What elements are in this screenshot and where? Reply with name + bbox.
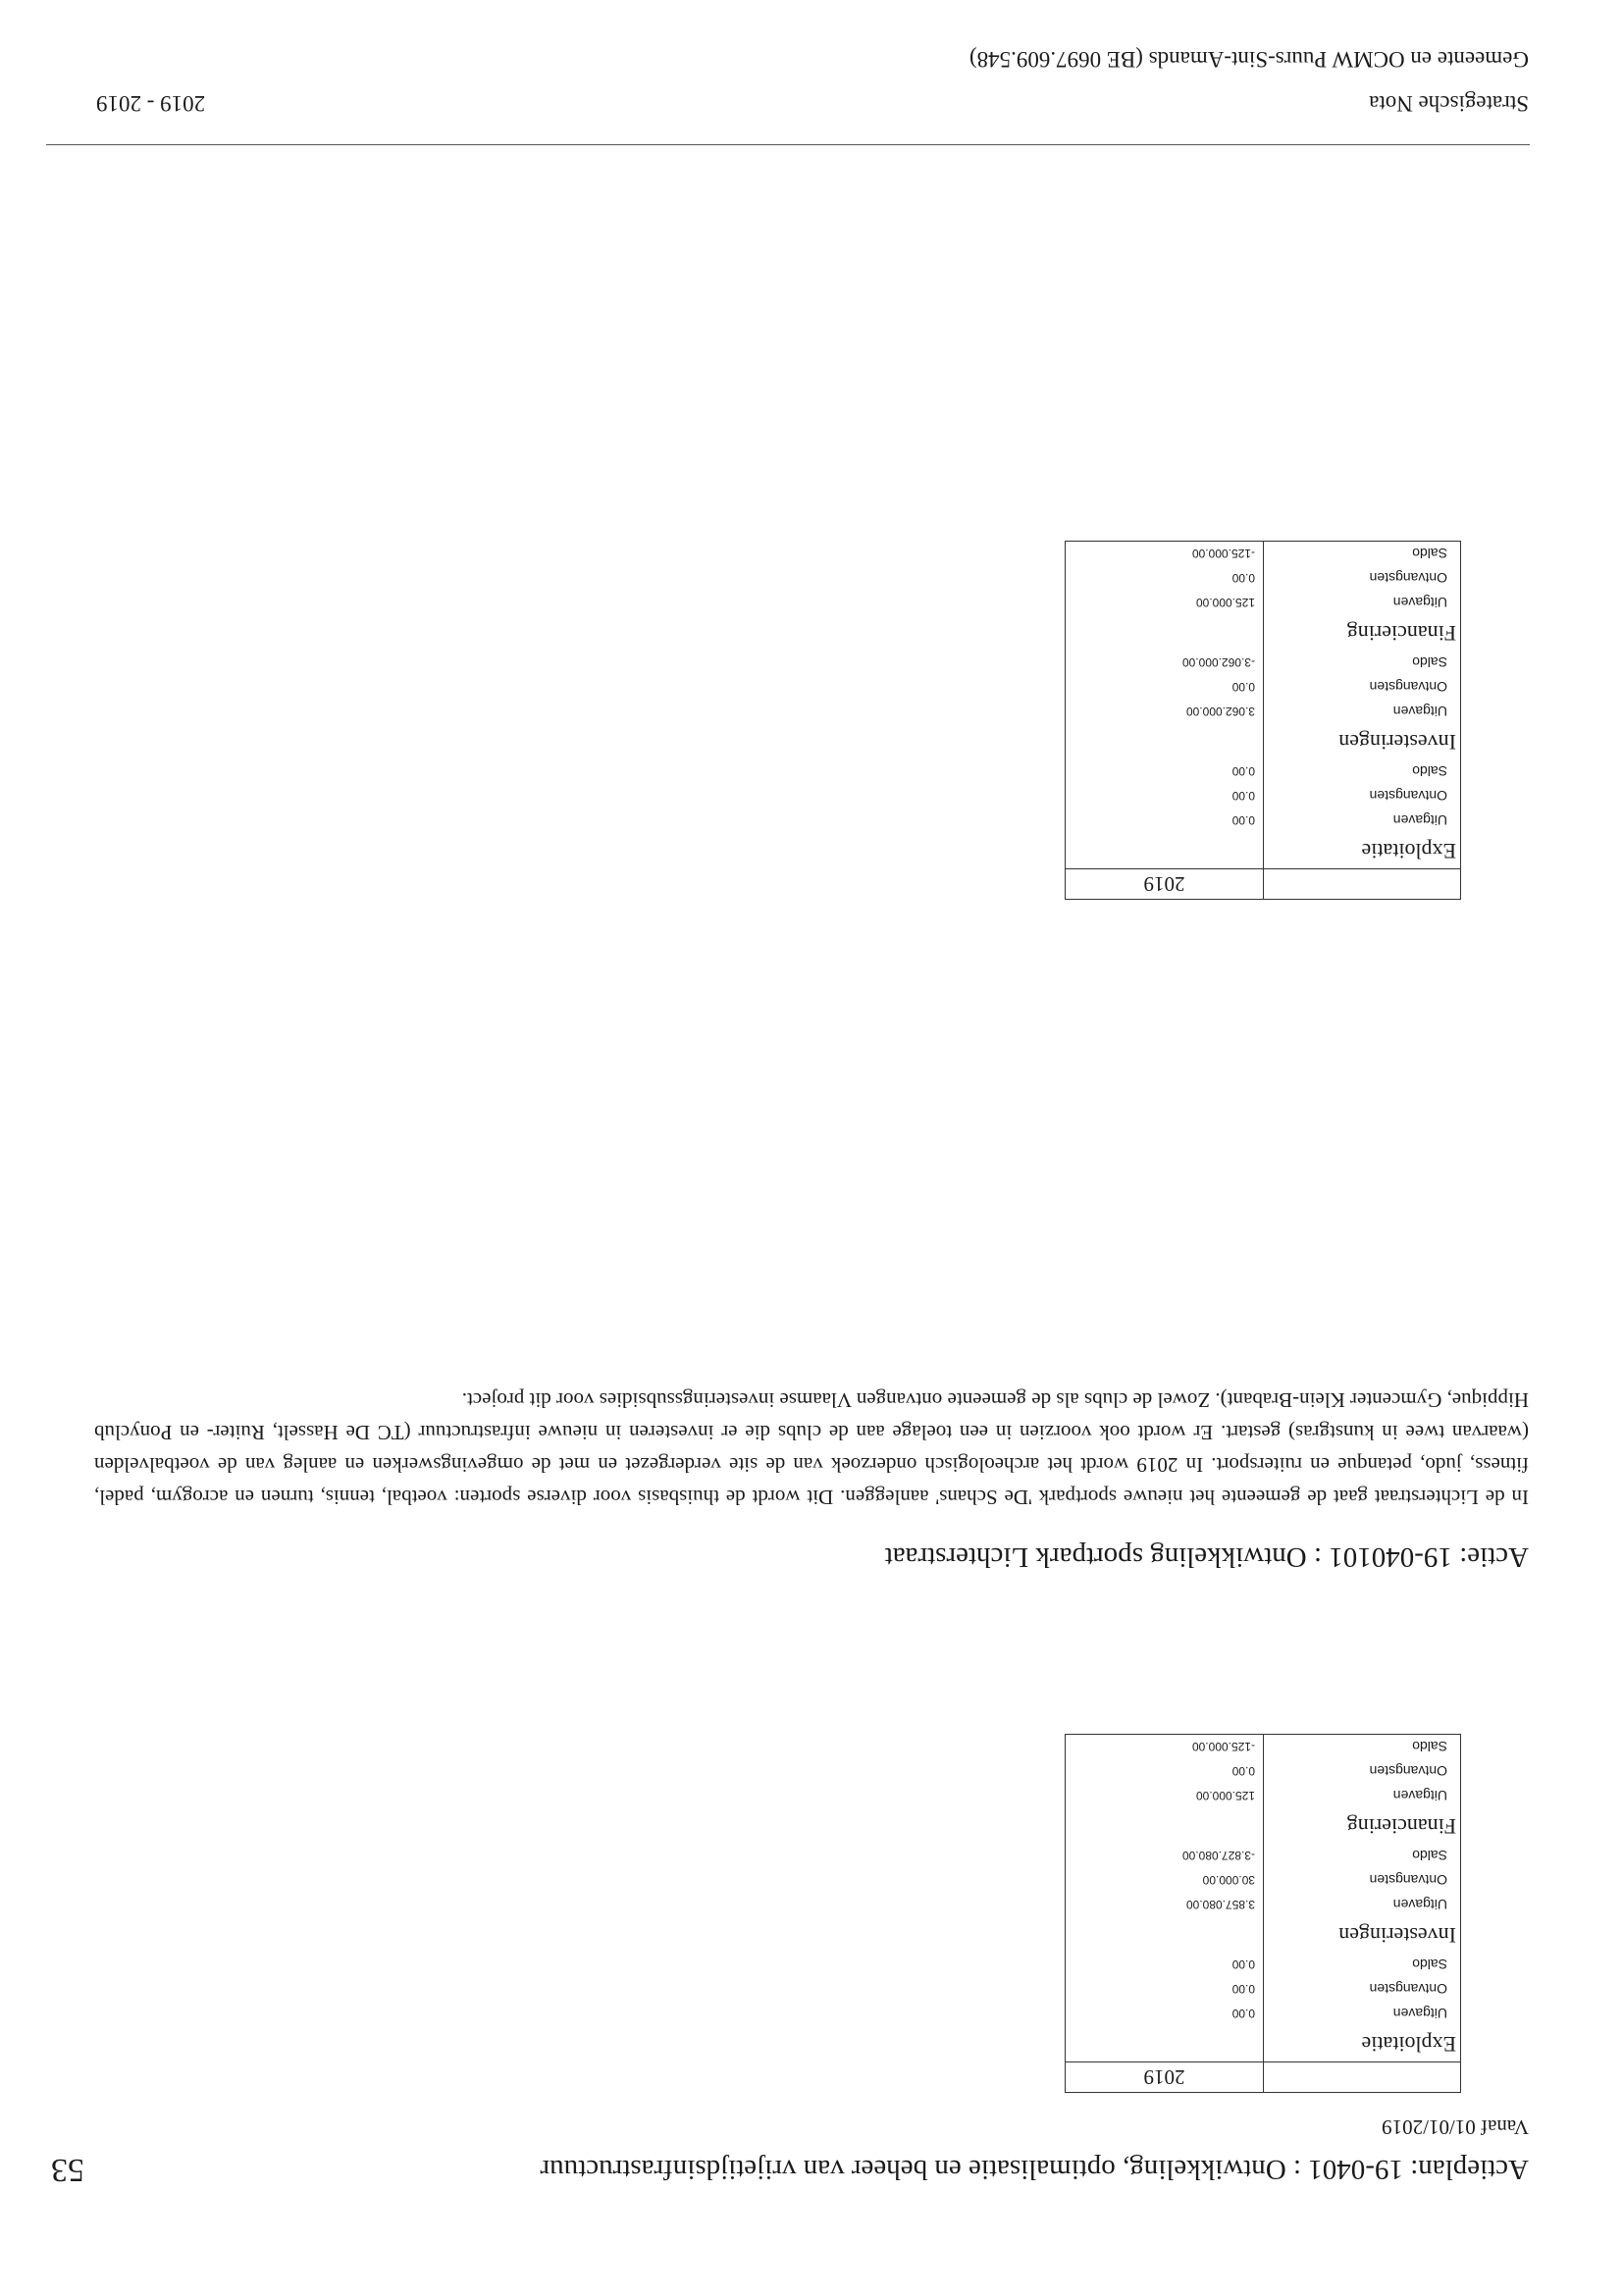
header-empty-cell [1264,2062,1461,2093]
category-row [1066,724,1461,759]
table-row [1066,759,1461,784]
action-finance-table [1065,541,1461,900]
row-value [1066,833,1264,869]
table-row [1066,566,1461,591]
row-value: 3.857.080.00 [1066,1893,1264,1917]
category-label: Exploitatie [1264,833,1461,869]
row-value [1066,1917,1264,1953]
row-label: Ontvangsten [1264,1868,1461,1893]
category-row [1066,615,1461,651]
action-description: In de Lichterstraat gaat de gemeente het nieuwe sportpark 'De Schans' aanleggen. Dit wordt de thuisbasis voor diverse sporten: voetbal, tennis, turnen en acrogym, padel, fitness, judo, petanque en ruitersport. In 2019 wordt het archeologisch onderzoek van de site verdergezet en met de omgevingswerken en aanleg van de voetbalvelden (waarvan twee in kunstgras) gestart. Er wordt ook voorzien in een toelage aan de clubs die er investeren in nieuwe infrastructuur (TC De Hasselt, Ruiter- en Ponyclub Hippique, Gymcenter Klein-Brabant). Zowel de clubs als de gemeente ontvangen Vlaamse investeringssubsidies voor dit project. [94,1388,1529,1509]
row-value: -3.827.080.00 [1066,1844,1264,1868]
table-header-row [1066,2062,1461,2093]
action-plan-finance-table [1065,1734,1461,2093]
row-value: 0.00 [1066,675,1264,700]
row-value [1066,724,1264,759]
category-label: Financiering [1264,615,1461,651]
table-row [1066,591,1461,615]
row-label: Saldo [1264,1953,1461,1977]
row-value: 125.000.00 [1066,591,1264,615]
organisation-name: Gemeente en OCMW Puurs-Sint-Amands (BE 0697.609.548) [969,47,1529,72]
row-label: Saldo [1264,542,1461,567]
row-value: -3.062.000.00 [1066,651,1264,675]
row-label: Uitgaven [1264,809,1461,833]
row-value: 0.00 [1066,759,1264,784]
table-row [1066,2002,1461,2026]
table-row [1066,1953,1461,1977]
year-header: 2019 [1066,2062,1264,2093]
valid-from-date: Vanaf 01/01/2019 [1382,2115,1529,2139]
row-value: 0.00 [1066,566,1264,591]
category-label: Exploitatie [1264,2026,1461,2062]
row-value: 0.00 [1066,1953,1264,1977]
table-row [1066,1735,1461,1760]
row-value: 30.000.00 [1066,1868,1264,1893]
row-value [1066,1808,1264,1844]
table-row [1066,542,1461,567]
header-empty-cell [1264,869,1461,900]
row-label: Uitgaven [1264,1893,1461,1917]
table-row [1066,675,1461,700]
table-row [1066,700,1461,724]
table-header-row [1066,869,1461,900]
row-label: Ontvangsten [1264,784,1461,809]
page-number: 53 [51,2152,84,2188]
table-row [1066,1784,1461,1808]
row-label: Uitgaven [1264,591,1461,615]
category-label: Investeringen [1264,1917,1461,1953]
document-title: Strategische Nota [1369,91,1529,116]
row-value: 0.00 [1066,1759,1264,1784]
row-value: -125.000.00 [1066,1735,1264,1760]
document-years: 2019 - 2019 [96,91,206,116]
category-label: Financiering [1264,1808,1461,1844]
category-row [1066,2026,1461,2062]
table-row [1066,809,1461,833]
category-row [1066,1808,1461,1844]
row-value: 125.000.00 [1066,1784,1264,1808]
table-row [1066,1893,1461,1917]
row-label: Uitgaven [1264,2002,1461,2026]
row-value [1066,615,1264,651]
year-header: 2019 [1066,869,1264,900]
table-row [1066,1759,1461,1784]
row-label: Ontvangsten [1264,1977,1461,2002]
row-value: -125.000.00 [1066,542,1264,567]
row-label: Saldo [1264,1735,1461,1760]
category-row [1066,1917,1461,1953]
row-label: Saldo [1264,651,1461,675]
row-label: Saldo [1264,1844,1461,1868]
action-plan-title: Actieplan: 19-0401 : Ontwikkeling, optimalisatie en beheer van vrijetijdsinfrastructuur [540,2154,1529,2185]
row-value: 0.00 [1066,784,1264,809]
header-divider [46,144,1530,145]
row-label: Uitgaven [1264,700,1461,724]
table-row [1066,1844,1461,1868]
row-label: Ontvangsten [1264,675,1461,700]
category-label: Investeringen [1264,724,1461,759]
row-label: Uitgaven [1264,1784,1461,1808]
row-label: Ontvangsten [1264,1759,1461,1784]
row-label: Ontvangsten [1264,566,1461,591]
table-row [1066,651,1461,675]
category-row [1066,833,1461,869]
row-value: 0.00 [1066,1977,1264,2002]
table-row [1066,1977,1461,2002]
row-value: 0.00 [1066,809,1264,833]
row-value: 0.00 [1066,2002,1264,2026]
row-label: Saldo [1264,759,1461,784]
table-row [1066,1868,1461,1893]
row-value: 3.062.000.00 [1066,700,1264,724]
action-title: Actie: 19-040101 : Ontwikkeling sportpark Lichterstraat [884,1541,1529,1573]
row-value [1066,2026,1264,2062]
table-row [1066,784,1461,809]
